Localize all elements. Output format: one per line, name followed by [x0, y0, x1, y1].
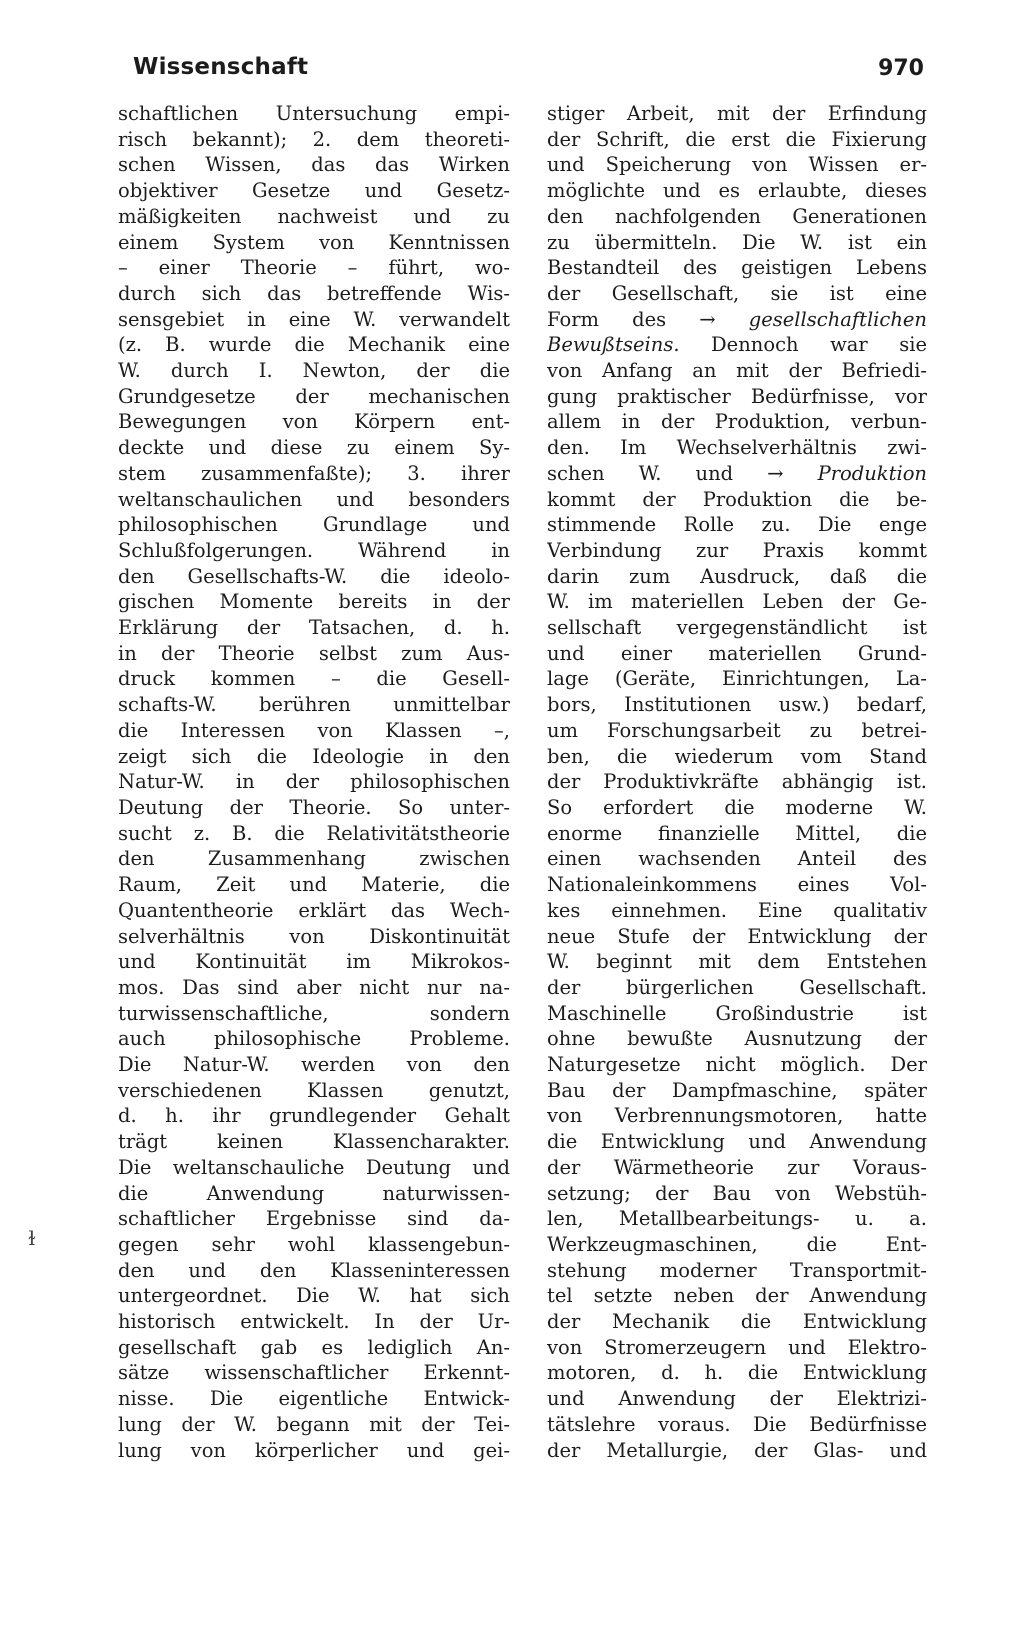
text-line: die Entwicklung und Anwendung	[547, 1130, 927, 1154]
text-line: lage (Geräte, Einrichtungen, La-	[547, 667, 927, 691]
text-line: stimmende Rolle zu. Die enge	[547, 513, 927, 537]
text-line: einem System von Kenntnissen	[118, 230, 510, 254]
text-line: untergeordnet. Die W. hat sich	[118, 1284, 510, 1308]
text-line: sucht z. B. die Relativitätstheorie	[118, 821, 510, 845]
text-line: W. beginnt mit dem Entstehen	[547, 950, 927, 974]
text-line: die Anwendung naturwissen-	[118, 1181, 510, 1205]
text-line: Maschinelle Großindustrie ist	[547, 1001, 927, 1025]
right-text-column	[547, 101, 927, 1463]
text-line: den und den Klasseninteressen	[118, 1258, 510, 1282]
text-line: lung der W. begann mit der Tei-	[118, 1412, 510, 1436]
text-line: der Metallurgie, der Glas- und	[547, 1438, 927, 1462]
text-line: Bewußtseins. Dennoch war sie	[547, 333, 927, 357]
text-line: Quantentheorie erklärt das Wech-	[118, 898, 510, 922]
text-line: der Schrift, die erst die Fixierung	[547, 127, 927, 151]
text-line: Erklärung der Tatsachen, d. h.	[118, 616, 510, 640]
text-line: Deutung der Theorie. So unter-	[118, 795, 510, 819]
text-line: objektiver Gesetze und Gesetz-	[118, 179, 510, 203]
text-line: Bestandteil des geistigen Lebens	[547, 256, 927, 280]
text-line: (z. B. wurde die Mechanik eine	[118, 333, 510, 357]
text-line: deckte und diese zu einem Sy-	[118, 436, 510, 460]
text-line: motoren, d. h. die Entwicklung	[547, 1361, 927, 1385]
text-line: W. im materiellen Leben der Ge-	[547, 590, 927, 614]
text-line: d. h. ihr grundlegender Gehalt	[118, 1104, 510, 1128]
text-line: der Produktivkräfte abhängig ist.	[547, 770, 927, 794]
text-line: ohne bewußte Ausnutzung der	[547, 1027, 927, 1051]
text-line: um Forschungsarbeit zu betrei-	[547, 718, 927, 742]
text-line: kes einnehmen. Eine qualitativ	[547, 898, 927, 922]
text-line: mos. Das sind aber nicht nur na-	[118, 975, 510, 999]
text-line: stem zusammenfaßte); 3. ihrer	[118, 461, 510, 485]
text-line: Werkzeugmaschinen, die Ent-	[547, 1232, 927, 1256]
text-line: den nachfolgenden Generationen	[547, 204, 927, 228]
text-line: und Speicherung von Wissen er-	[547, 153, 927, 177]
page-number: 970	[878, 56, 924, 81]
text-line: stiger Arbeit, mit der Erfindung	[547, 102, 927, 125]
text-line: sellschaft vergegenständlicht ist	[547, 616, 927, 640]
text-line: Bau der Dampfmaschine, später	[547, 1078, 927, 1102]
text-line: enorme finanzielle Mittel, die	[547, 821, 927, 845]
text-line: philosophischen Grundlage und	[118, 513, 510, 537]
text-line: selverhältnis von Diskontinuität	[118, 924, 510, 948]
text-line: schafts-W. berühren unmittelbar	[118, 693, 510, 717]
text-line: setzung; der Bau von Webstüh-	[547, 1181, 927, 1205]
text-line: Form des → gesellschaftlichen	[547, 307, 927, 331]
text-line: sätze wissenschaftlicher Erkennt-	[118, 1361, 510, 1385]
text-line: von Verbrennungsmotoren, hatte	[547, 1104, 927, 1128]
text-line: gung praktischer Bedürfnisse, vor	[547, 384, 927, 408]
text-line: turwissenschaftliche, sondern	[118, 1001, 510, 1025]
text-line: möglichte und es erlaubte, dieses	[547, 179, 927, 203]
text-line: der bürgerlichen Gesellschaft.	[547, 975, 927, 999]
text-line: nisse. Die eigentliche Entwick-	[118, 1387, 510, 1411]
text-line: tätslehre voraus. Die Bedürfnisse	[547, 1412, 927, 1436]
text-line: darin zum Ausdruck, daß die	[547, 564, 927, 588]
text-line: verschiedenen Klassen genutzt,	[118, 1078, 510, 1102]
text-line: einen wachsenden Anteil des	[547, 847, 927, 871]
text-line: von Stromerzeugern und Elektro-	[547, 1335, 927, 1359]
running-head: Wissenschaft	[133, 54, 309, 80]
text-line: in der Theorie selbst zum Aus-	[118, 641, 510, 665]
text-line: Raum, Zeit und Materie, die	[118, 873, 510, 897]
text-line: den Zusammenhang zwischen	[118, 847, 510, 871]
text-line: der Mechanik die Entwicklung	[547, 1310, 927, 1334]
text-line: – einer Theorie – führt, wo-	[118, 256, 510, 280]
text-line: Die Natur-W. werden von den	[118, 1053, 510, 1077]
text-line: kommt der Produktion die be-	[547, 487, 927, 511]
text-line: die Interessen von Klassen –,	[118, 718, 510, 742]
text-line: historisch entwickelt. In der Ur-	[118, 1310, 510, 1334]
text-line: lung von körperlicher und gei-	[118, 1438, 510, 1462]
text-line: allem in der Produktion, verbun-	[547, 410, 927, 434]
text-line: Naturgesetze nicht möglich. Der	[547, 1053, 927, 1077]
text-line: Natur-W. in der philosophischen	[118, 770, 510, 794]
text-line: gesellschaft gab es lediglich An-	[118, 1335, 510, 1359]
text-line: Schlußfolgerungen. Während in	[118, 538, 510, 562]
text-line: der Wärmetheorie zur Voraus-	[547, 1155, 927, 1179]
text-line: risch bekannt); 2. dem theoreti-	[118, 127, 510, 151]
text-line: und Kontinuität im Mikrokos-	[118, 950, 510, 974]
text-line: durch sich das betreffende Wis-	[118, 281, 510, 305]
text-line: Bewegungen von Körpern ent-	[118, 410, 510, 434]
text-line: neue Stufe der Entwicklung der	[547, 924, 927, 948]
text-line: len, Metallbearbeitungs- u. a.	[547, 1207, 927, 1231]
left-text-column	[118, 101, 510, 1463]
text-line: W. durch I. Newton, der die	[118, 359, 510, 383]
text-line: zeigt sich die Ideologie in den	[118, 744, 510, 768]
text-line: Verbindung zur Praxis kommt	[547, 538, 927, 562]
text-line: trägt keinen Klassencharakter.	[118, 1130, 510, 1154]
text-line: und Anwendung der Elektrizi-	[547, 1387, 927, 1411]
text-line: bors, Institutionen usw.) bedarf,	[547, 693, 927, 717]
text-line: weltanschaulichen und besonders	[118, 487, 510, 511]
text-line: den Gesellschafts-W. die ideolo-	[118, 564, 510, 588]
text-line: der Gesellschaft, sie ist eine	[547, 281, 927, 305]
margin-mark: ɫ	[28, 1226, 36, 1250]
text-line: tel setzte neben der Anwendung	[547, 1284, 927, 1308]
text-line: auch philosophische Probleme.	[118, 1027, 510, 1051]
text-line: Die weltanschauliche Deutung und	[118, 1155, 510, 1179]
text-line: mäßigkeiten nachweist und zu	[118, 204, 510, 228]
text-line: ben, die wiederum vom Stand	[547, 744, 927, 768]
text-line: Nationaleinkommens eines Vol-	[547, 873, 927, 897]
text-line: Grundgesetze der mechanischen	[118, 384, 510, 408]
text-line: stehung moderner Transportmit-	[547, 1258, 927, 1282]
text-line: So erfordert die moderne W.	[547, 795, 927, 819]
text-line: gegen sehr wohl klassengebun-	[118, 1232, 510, 1256]
text-line: von Anfang an mit der Befriedi-	[547, 359, 927, 383]
text-line: zu übermitteln. Die W. ist ein	[547, 230, 927, 254]
text-line: und einer materiellen Grund-	[547, 641, 927, 665]
text-line: druck kommen – die Gesell-	[118, 667, 510, 691]
text-line: schen W. und → Produktion	[547, 461, 927, 485]
text-line: sensgebiet in eine W. verwandelt	[118, 307, 510, 331]
text-line: gischen Momente bereits in der	[118, 590, 510, 614]
text-line: schaftlichen Untersuchung empi-	[118, 102, 510, 125]
text-line: den. Im Wechselverhältnis zwi-	[547, 436, 927, 460]
text-line: schaftlicher Ergebnisse sind da-	[118, 1207, 510, 1231]
text-line: schen Wissen, das das Wirken	[118, 153, 510, 177]
